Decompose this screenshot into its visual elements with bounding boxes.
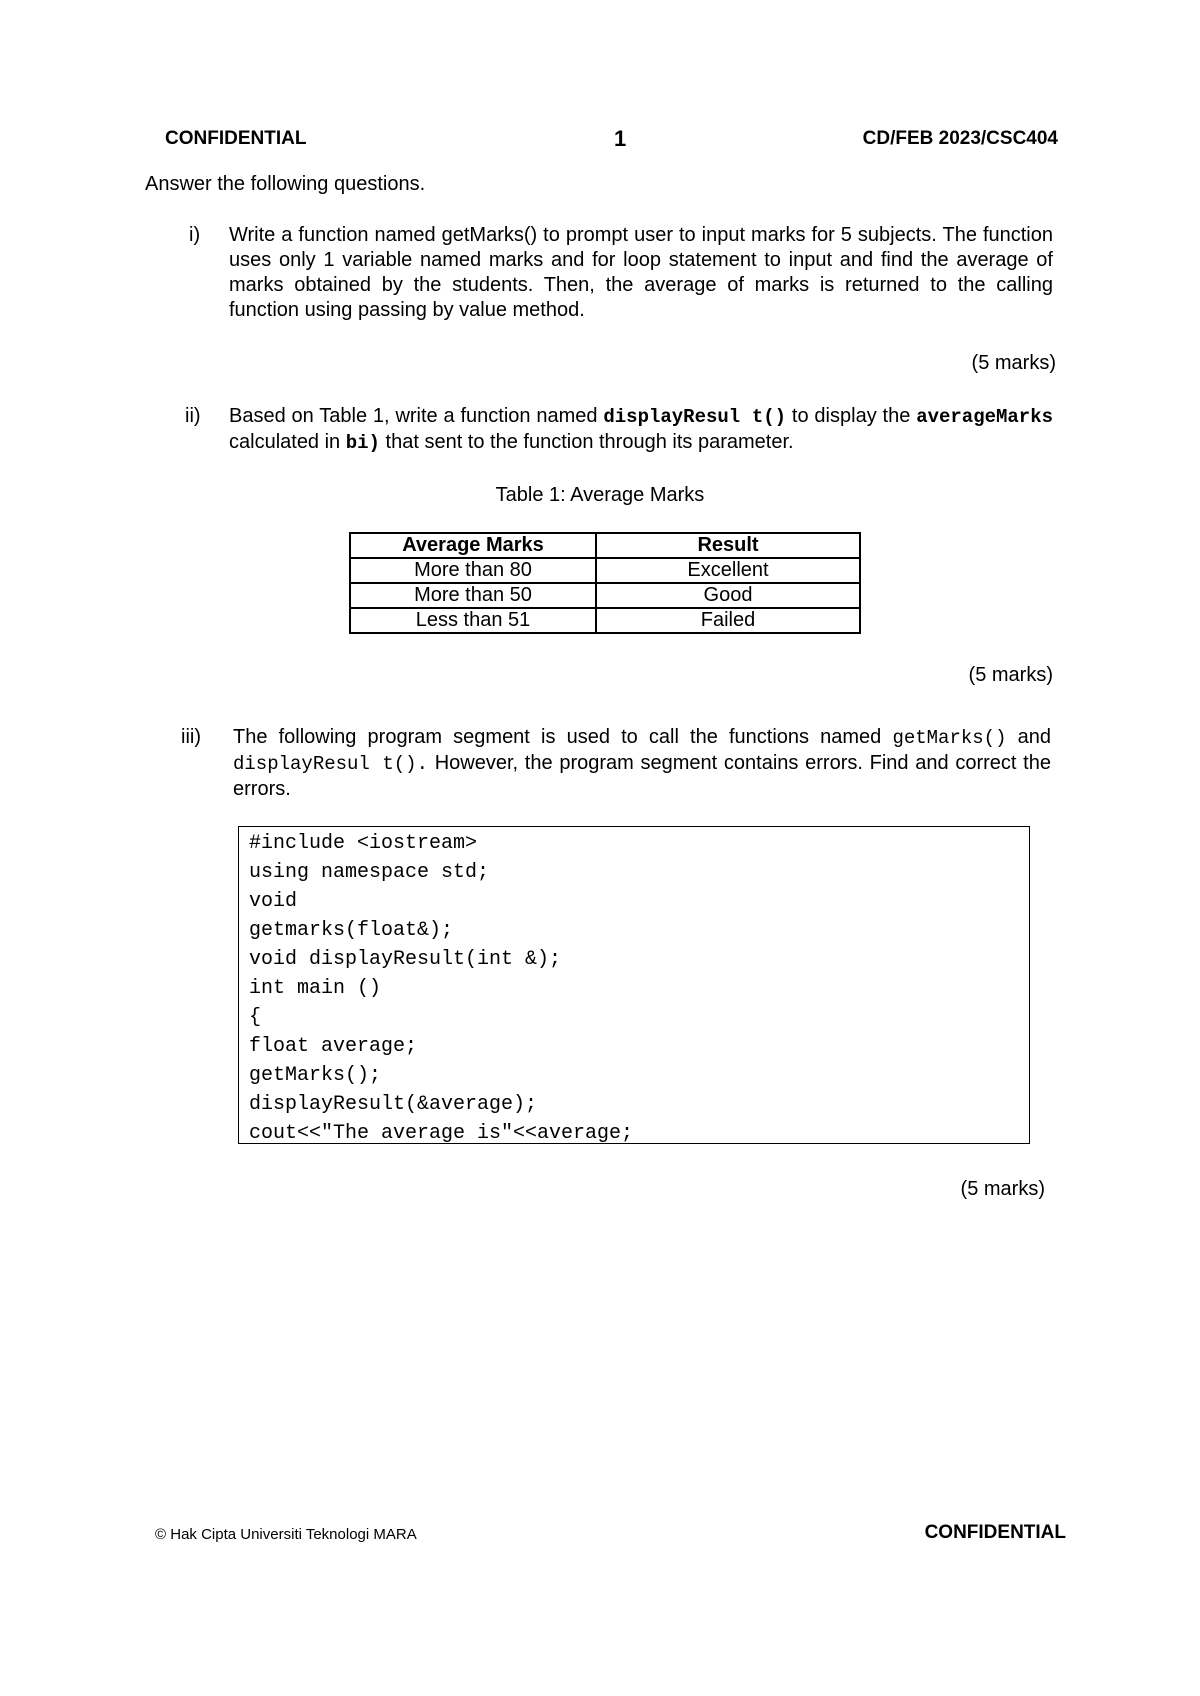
code-display-result-call: displayResul t(). [233, 753, 428, 775]
code-line: cout<<"The average is"<<average; [249, 1122, 634, 1145]
page-number: 1 [614, 126, 627, 151]
code-line: displayResult(&average); [249, 1093, 538, 1116]
table-caption: Table 1: Average Marks [495, 484, 705, 506]
code-bi: bi) [345, 432, 380, 454]
code-get-marks: getMarks() [892, 727, 1007, 749]
table-cell: More than 50 [350, 583, 596, 608]
table-cell: Excellent [596, 558, 860, 583]
question-1-text: Write a function named getMarks() to prompt user to input marks for 5 subjects. The function uses only 1 variable named marks and for loop statement to input and find the average of marks obtained by the students. Then, the average of marks is returned to the calling function using passing by value method. [229, 224, 1053, 321]
question-2-marks: (5 marks) [968, 664, 1053, 686]
question-1-marks: (5 marks) [971, 352, 1056, 374]
average-marks-table [349, 532, 861, 634]
question-3-text: The following program segment is used to call the functions named getMarks() and displayResul t(). However, the program segment contains errors. Find and correct the errors. [233, 726, 1051, 800]
question-2-text: Based on Table 1, write a function named displayResul t() to display the averageMarks calculated in bi) that sent to the function through its parameter. [229, 405, 1054, 454]
code-line: { [249, 1006, 262, 1029]
header-course-code: CD/FEB 2023/CSC404 [862, 128, 1058, 149]
code-line: getmarks(float&); [249, 919, 454, 942]
code-line: #include <iostream> [249, 832, 478, 855]
table-row [350, 608, 860, 633]
table-cell: Less than 51 [350, 608, 596, 633]
code-line: float average; [249, 1035, 418, 1058]
header-confidential: CONFIDENTIAL [165, 128, 307, 149]
question-3-number: iii) [181, 726, 201, 748]
table-cell: Good [596, 583, 860, 608]
code-average-marks: averageMarks [916, 406, 1054, 428]
code-line: void displayResult(int &); [249, 948, 562, 971]
table-cell: More than 80 [350, 558, 596, 583]
table-row [350, 583, 860, 608]
instructions: Answer the following questions. [145, 173, 426, 195]
footer-copyright: © Hak Cipta Universiti Teknologi MARA [155, 1526, 417, 1543]
table-cell: Failed [596, 608, 860, 633]
code-line: void [249, 890, 298, 913]
code-line: getMarks(); [249, 1064, 382, 1087]
table-header-cell: Result [596, 533, 860, 558]
code-segment [238, 826, 1030, 1144]
question-3-marks: (5 marks) [960, 1178, 1045, 1200]
code-line: using namespace std; [249, 861, 490, 884]
table-header-cell: Average Marks [350, 533, 596, 558]
footer-confidential: CONFIDENTIAL [924, 1522, 1066, 1543]
code-line: int main () [249, 977, 382, 1000]
table-row [350, 558, 860, 583]
question-1-number: i) [189, 224, 201, 246]
copyright-icon: © [155, 1526, 167, 1543]
question-2-number: ii) [185, 405, 201, 427]
code-display-result: displayResul t() [603, 406, 787, 428]
table-header-row [350, 533, 860, 558]
